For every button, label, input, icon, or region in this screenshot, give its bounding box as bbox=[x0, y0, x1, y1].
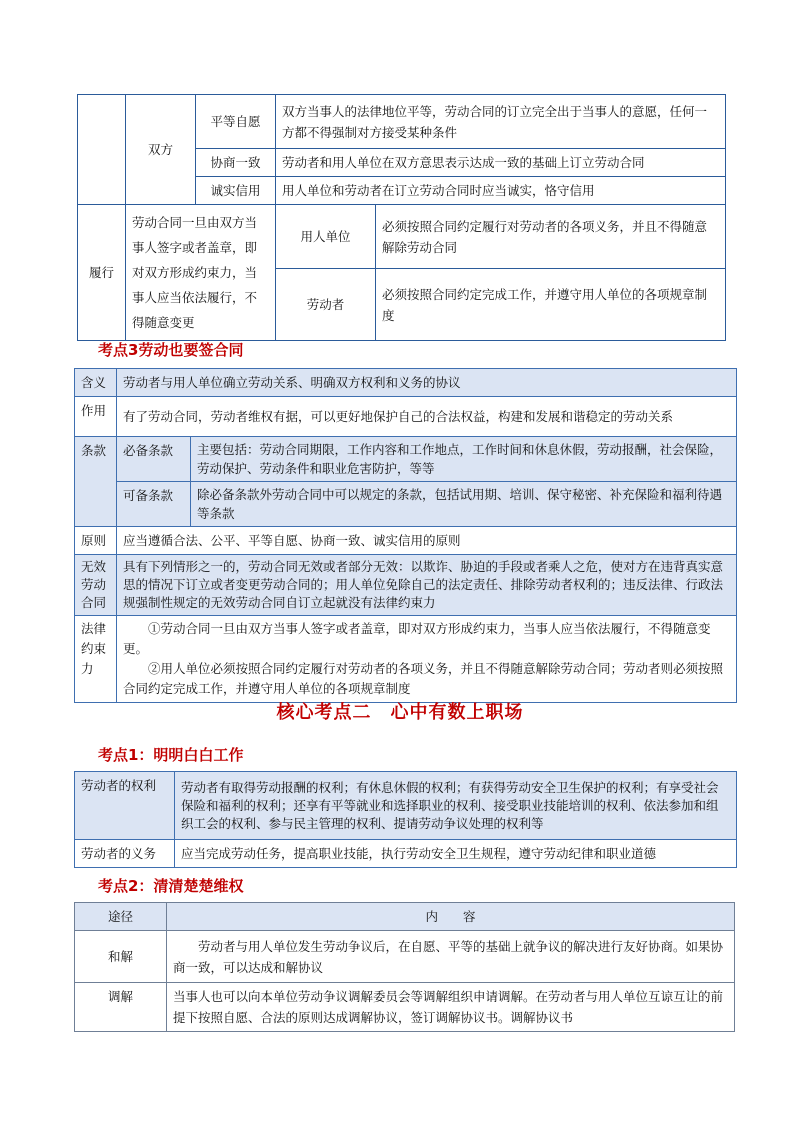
binding-label: 法律约束力 bbox=[75, 616, 117, 703]
optional-label: 可备条款 bbox=[117, 482, 191, 527]
heading-kaodian-2: 考点2：清清楚楚维权 bbox=[98, 877, 244, 895]
fulfill-desc: 劳动合同一旦由双方当事人签字或者盖章，即对双方形成约束力，当事人应当依法履行，不得随意变更 bbox=[126, 205, 276, 341]
binding-item-2: ②用人单位必须按照合同约定履行对劳动者的各项义务，并且不得随意解除劳动合同；劳动者则必须按照合同约定完成工作，并遵守用人单位的各项规章制度 bbox=[123, 661, 724, 696]
def-label: 含义 bbox=[75, 369, 117, 397]
path-name: 调解 bbox=[75, 983, 167, 1032]
rights-label: 劳动者的权利 bbox=[75, 772, 175, 840]
rights-table bbox=[74, 771, 737, 868]
use-label: 作用 bbox=[75, 397, 117, 437]
principle-desc: 双方当事人的法律地位平等，劳动合同的订立完全出于当事人的意愿，任何一方都不得强制对方接受某种条件 bbox=[276, 95, 726, 149]
invalid-text: 具有下列情形之一的，劳动合同无效或者部分无效：以欺诈、胁迫的手段或者乘人之危，使对方在违背真实意思的情况下订立或者变更劳动合同的；用人单位免除自己的法定责任、排除劳动者权利的；违反法律、行政法规强制性规定的无效劳动合同自订立起就没有法律约束力 bbox=[117, 555, 737, 616]
section-title: 核心考点二 心中有数上职场 bbox=[276, 702, 524, 723]
heading-kaodian-1: 考点1：明明白白工作 bbox=[98, 746, 244, 764]
party-desc: 必须按照合同约定完成工作，并遵守用人单位的各项规章制度 bbox=[376, 269, 726, 341]
path-desc: 当事人也可以向本单位劳动争议调解委员会等调解组织申请调解。在劳动者与用人单位互谅互让的前提下按照自愿、合法的原则达成调解协议，签订调解协议书。调解协议书 bbox=[167, 983, 735, 1032]
principle-text: 应当遵循合法、公平、平等自愿、协商一致、诚实信用的原则 bbox=[117, 527, 737, 555]
party-name: 劳动者 bbox=[276, 269, 376, 341]
rights-text: 劳动者有取得劳动报酬的权利；有休息休假的权利；有获得劳动安全卫生保护的权利；有享受社会保险和福利的权利；还享有平等就业和选择职业的权利、接受职业技能培训的权利、依法参加和组织工会的权利、参与民主管理的权利、提请劳动争议处理的权利等 bbox=[175, 772, 737, 840]
contract-table bbox=[74, 368, 737, 703]
path-name: 和解 bbox=[75, 931, 167, 983]
both-parties-label: 双方 bbox=[126, 95, 196, 205]
binding-item-1: ①劳动合同一旦由双方当事人签字或者盖章，即对双方形成约束力，当事人应当依法履行，不得随意变更。 bbox=[123, 621, 711, 656]
duty-text: 应当完成劳动任务，提高职业技能，执行劳动安全卫生规程，遵守劳动纪律和职业道德 bbox=[175, 840, 737, 868]
principle-desc: 劳动者和用人单位在双方意思表示达成一致的基础上订立劳动合同 bbox=[276, 149, 726, 177]
principle-desc: 用人单位和劳动者在订立劳动合同时应当诚实，恪守信用 bbox=[276, 177, 726, 205]
principle-label: 原则 bbox=[75, 527, 117, 555]
party-desc: 必须按照合同约定履行对劳动者的各项义务，并且不得随意解除劳动合同 bbox=[376, 205, 726, 269]
optional-text: 除必备条款外劳动合同中可以规定的条款，包括试用期、培训、保守秘密、补充保险和福利待遇等条款 bbox=[191, 482, 737, 527]
col-header-path: 途径 bbox=[75, 903, 167, 931]
fulfill-label: 履行 bbox=[78, 205, 126, 341]
principle-name: 平等自愿 bbox=[196, 95, 276, 149]
rights-path-table bbox=[74, 902, 735, 1032]
binding-cell bbox=[117, 616, 737, 703]
party-name: 用人单位 bbox=[276, 205, 376, 269]
use-text: 有了劳动合同，劳动者维权有据，可以更好地保护自己的合法权益，构建和发展和谐稳定的劳动关系 bbox=[117, 397, 737, 437]
invalid-label: 无效劳动合同 bbox=[75, 555, 117, 616]
duty-label: 劳动者的义务 bbox=[75, 840, 175, 868]
principle-name: 诚实信用 bbox=[196, 177, 276, 205]
clause-label: 条款 bbox=[75, 437, 117, 527]
path-desc: 劳动者与用人单位发生劳动争议后，在自愿、平等的基础上就争议的解决进行友好协商。如果协商一致，可以达成和解协议 bbox=[167, 931, 735, 983]
required-text: 主要包括：劳动合同期限，工作内容和工作地点，工作时间和休息休假，劳动报酬，社会保险，劳动保护、劳动条件和职业危害防护，等等 bbox=[191, 437, 737, 482]
col-header-content: 内 容 bbox=[167, 903, 735, 931]
required-label: 必备条款 bbox=[117, 437, 191, 482]
blank-cell bbox=[78, 95, 126, 205]
principle-name: 协商一致 bbox=[196, 149, 276, 177]
fulfill-table bbox=[77, 94, 726, 341]
def-text: 劳动者与用人单位确立劳动关系、明确双方权利和义务的协议 bbox=[117, 369, 737, 397]
heading-kaodian-3: 考点3劳动也要签合同 bbox=[98, 341, 244, 359]
